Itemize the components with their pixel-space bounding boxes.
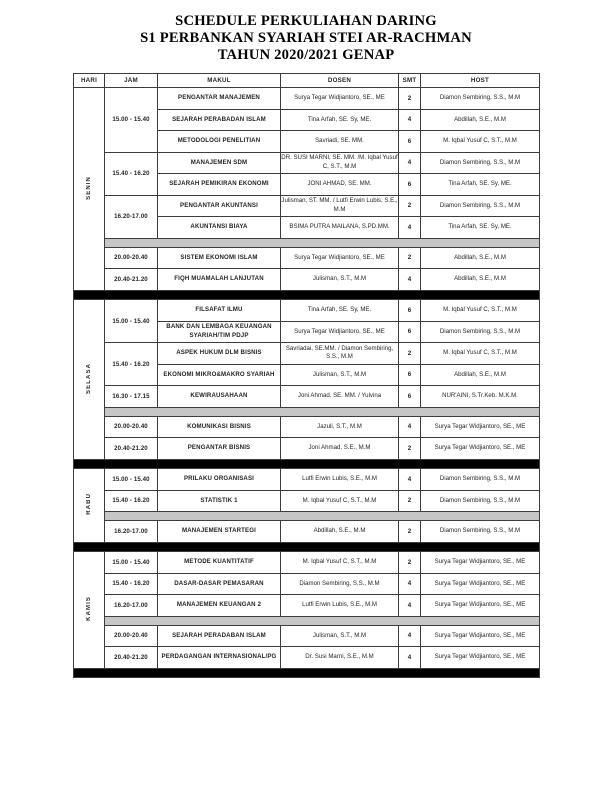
time-cell: 20.40-21.20 xyxy=(105,438,158,460)
course-cell: PENGANTAR MANAJEMEN xyxy=(158,88,281,110)
semester-cell: 2 xyxy=(399,490,421,512)
semester-cell: 4 xyxy=(399,152,421,174)
time-cell: 20.00-20.40 xyxy=(105,247,158,269)
time-cell: 20.00-20.40 xyxy=(105,625,158,647)
day-label-text: SELASA xyxy=(86,362,92,394)
host-cell: Surya Tegar Widjiantoro, SE., ME xyxy=(421,438,540,460)
lecturer-cell: Savriadi, SE. MM. xyxy=(281,131,399,153)
lecturer-cell: Savriadai, SE.MM. / Diamon Sembiring, S.S., M.M xyxy=(281,343,399,365)
semester-cell: 6 xyxy=(399,386,421,408)
host-cell: M. Iqbal Yusuf C, S.T., M.M xyxy=(421,343,540,365)
time-cell: 15.00 - 15.40 xyxy=(105,552,158,574)
lecturer-cell: Julisman, S.T., M.M xyxy=(281,625,399,647)
host-cell: Surya Tegar Widjiantoro, SE., ME xyxy=(421,573,540,595)
section-separator-row xyxy=(74,616,540,625)
semester-cell: 2 xyxy=(399,521,421,543)
table-row xyxy=(74,386,540,408)
day-label-text: RABU xyxy=(86,493,92,516)
lecturer-cell: Joni Ahmad, S.E., M.M xyxy=(281,438,399,460)
course-cell: PENGANTAR BISNIS xyxy=(158,438,281,460)
semester-cell: 6 xyxy=(399,300,421,322)
table-row xyxy=(74,88,540,110)
section-separator xyxy=(105,512,540,521)
lecturer-cell: M. Iqbal Yusuf C, S.T., M.M xyxy=(281,552,399,574)
time-cell: 15.00 - 15.40 xyxy=(105,469,158,491)
time-cell: 15.40 - 16.20 xyxy=(105,490,158,512)
course-cell: SEJARAH PEMIKIRAN EKONOMI xyxy=(158,174,281,196)
page-title xyxy=(0,0,612,65)
lecturer-cell: Surya Tegar Widjiantoro, SE., ME xyxy=(281,321,399,343)
column-header-makul: MAKUL xyxy=(158,74,281,88)
semester-cell: 6 xyxy=(399,131,421,153)
semester-cell: 2 xyxy=(399,195,421,217)
host-cell: M. Iqbal Yusuf C, S.T., M.M xyxy=(421,300,540,322)
section-separator xyxy=(105,407,540,416)
time-cell: 20.40-21.20 xyxy=(105,269,158,291)
host-cell: Diamon Sembiring, S.S., M.M xyxy=(421,490,540,512)
host-cell: Diamon Sembiring, S.S., M.M xyxy=(421,321,540,343)
course-cell: SEJARAH PERADABAN ISLAM xyxy=(158,625,281,647)
course-cell: EKONOMI MIKRO&MAKRO SYARIAH xyxy=(158,364,281,386)
course-cell: KOMUNIKASI BISNIS xyxy=(158,416,281,438)
host-cell: Surya Tegar Widjiantoro, SE., ME xyxy=(421,552,540,574)
course-cell: MANAJEMEN KEUANGAN 2 xyxy=(158,595,281,617)
semester-cell: 4 xyxy=(399,625,421,647)
semester-cell: 6 xyxy=(399,364,421,386)
host-cell: Diamon Sembiring, S.S., M.M xyxy=(421,152,540,174)
time-cell: 15.00 - 15.40 xyxy=(105,300,158,343)
lecturer-cell: Tina Arfah, SE. Sy, ME. xyxy=(281,109,399,131)
table-row xyxy=(74,647,540,669)
table-row xyxy=(74,521,540,543)
course-cell: AKUNTANSI BIAYA xyxy=(158,217,281,239)
lecturer-cell: Surya Tegar Widjiantoro, SE., ME xyxy=(281,247,399,269)
table-row xyxy=(74,152,540,174)
table-header xyxy=(74,74,540,88)
column-header-hari: HARI xyxy=(74,74,105,88)
semester-cell: 4 xyxy=(399,416,421,438)
section-separator-row xyxy=(74,407,540,416)
course-cell: KEWIRAUSAHAAN xyxy=(158,386,281,408)
semester-cell: 4 xyxy=(399,269,421,291)
host-cell: NUR'AINI, S.Tr.Keb. M.K.M. xyxy=(421,386,540,408)
host-cell: Abdillah, S.E., M.M xyxy=(421,247,540,269)
semester-cell: 2 xyxy=(399,552,421,574)
time-cell: 15.40 - 16.20 xyxy=(105,152,158,195)
day-label-kamis xyxy=(74,552,105,669)
semester-cell: 6 xyxy=(399,321,421,343)
host-cell: Abdillah, S.E., M.M xyxy=(421,109,540,131)
table-row xyxy=(74,490,540,512)
time-cell: 16.20-17.00 xyxy=(105,195,158,238)
table-row xyxy=(74,573,540,595)
day-label-rabu xyxy=(74,469,105,543)
lecturer-cell: Jazuli, S.T., M.M xyxy=(281,416,399,438)
time-cell: 16.20-17.00 xyxy=(105,595,158,617)
title-line-3: TAHUN 2020/2021 GENAP xyxy=(217,47,395,64)
day-separator-row xyxy=(74,290,540,300)
course-cell: STATISTIK 1 xyxy=(158,490,281,512)
table-row xyxy=(74,416,540,438)
course-cell: MANAJEMEN SDM xyxy=(158,152,281,174)
course-cell: SEJARAH PERABADAN ISLAM xyxy=(158,109,281,131)
day-separator-row xyxy=(74,668,540,678)
table-row xyxy=(74,247,540,269)
course-cell: FILSAFAT ILMU xyxy=(158,300,281,322)
table-row xyxy=(74,269,540,291)
day-separator-row xyxy=(74,542,540,552)
title-line-2: S1 PERBANKAN SYARIAH STEI AR-RACHMAN xyxy=(140,30,472,47)
time-cell: 16.30 - 17.15 xyxy=(105,386,158,408)
lecturer-cell: Julisman, S.T., M.M xyxy=(281,364,399,386)
lecturer-cell: Diamon Sembiring, S.S., M.M xyxy=(281,573,399,595)
course-cell: SISTEM EKONOMI ISLAM xyxy=(158,247,281,269)
time-cell: 15.40 - 16.20 xyxy=(105,573,158,595)
host-cell: Diamon Sembiring, S.S., M.M xyxy=(421,195,540,217)
host-cell: Abdillah, S.E., M.M xyxy=(421,269,540,291)
time-cell: 16.20-17.00 xyxy=(105,521,158,543)
host-cell: Tina Arfah, SE. Sy, ME. xyxy=(421,174,540,196)
section-separator xyxy=(105,238,540,247)
column-header-jam: JAM xyxy=(105,74,158,88)
day-separator xyxy=(74,542,540,552)
semester-cell: 4 xyxy=(399,573,421,595)
course-cell: PERDAGANGAN INTERNASIONAL/PG xyxy=(158,647,281,669)
lecturer-cell: Julisman, S.T., M.M xyxy=(281,269,399,291)
section-separator-row xyxy=(74,238,540,247)
semester-cell: 4 xyxy=(399,469,421,491)
time-cell: 15.00 - 15.40 xyxy=(105,88,158,153)
lecturer-cell: Dr. Susi Marni, S.E., M.M xyxy=(281,647,399,669)
schedule-table xyxy=(73,73,540,678)
lecturer-cell: Lutfi Erwin Lubis, S.E., M.M xyxy=(281,469,399,491)
semester-cell: 2 xyxy=(399,88,421,110)
semester-cell: 2 xyxy=(399,343,421,365)
section-separator xyxy=(105,616,540,625)
day-label-selasa xyxy=(74,300,105,460)
day-separator xyxy=(74,459,540,469)
table-body xyxy=(74,88,540,678)
host-cell: Surya Tegar Widjiantoro, SE., ME xyxy=(421,647,540,669)
lecturer-cell: M. Iqbal Yusuf C, S.T., M.M xyxy=(281,490,399,512)
time-cell: 20.40-21.20 xyxy=(105,647,158,669)
semester-cell: 2 xyxy=(399,247,421,269)
host-cell: Diamon Sembiring, S.S., M.M xyxy=(421,469,540,491)
lecturer-cell: Joni Ahmad. SE. MM. / Yulvina xyxy=(281,386,399,408)
table-row xyxy=(74,195,540,217)
semester-cell: 4 xyxy=(399,647,421,669)
course-cell: METODE KUANTITATIF xyxy=(158,552,281,574)
host-cell: Surya Tegar Widjiantoro, SE., ME xyxy=(421,625,540,647)
day-separator xyxy=(74,668,540,678)
semester-cell: 4 xyxy=(399,595,421,617)
course-cell: DASAR-DASAR PEMASARAN xyxy=(158,573,281,595)
table-row xyxy=(74,552,540,574)
day-label-text: KAMIS xyxy=(86,596,92,622)
course-cell: FIQH MUAMALAH LANJUTAN xyxy=(158,269,281,291)
host-cell: M. Iqbal Yusuf C, S.T., M.M xyxy=(421,131,540,153)
lecturer-cell: Tina Arfah, SE. Sy, ME. xyxy=(281,300,399,322)
course-cell: ASPEK HUKUM DLM BISNIS xyxy=(158,343,281,365)
semester-cell: 6 xyxy=(399,174,421,196)
table-row xyxy=(74,625,540,647)
table-row xyxy=(74,343,540,365)
table-row xyxy=(74,595,540,617)
table-row xyxy=(74,300,540,322)
host-cell: Surya Tegar Widjiantoro, SE., ME xyxy=(421,595,540,617)
column-header-host: HOST xyxy=(421,74,540,88)
section-separator-row xyxy=(74,512,540,521)
column-header-dosen: DOSEN xyxy=(281,74,399,88)
host-cell: Diamon Sembiring, S.S., M.M xyxy=(421,521,540,543)
day-label-senin xyxy=(74,88,105,291)
host-cell: Surya Tegar Widjiantoro, SE., ME xyxy=(421,416,540,438)
lecturer-cell: DR. SUSI MARNI, SE. MM. /M. Iqbal Yusuf C, S.T., M.M xyxy=(281,152,399,174)
time-cell: 20.00-20.40 xyxy=(105,416,158,438)
host-cell: Diamon Sembiring, S.S., M.M xyxy=(421,88,540,110)
semester-cell: 4 xyxy=(399,217,421,239)
course-cell: MANAJEMEN STARTEGI xyxy=(158,521,281,543)
column-header-smt: SMT xyxy=(399,74,421,88)
course-cell: BANK DAN LEMBAGA KEUANGAN SYARIAH/TIM PDJP xyxy=(158,321,281,343)
day-separator-row xyxy=(74,459,540,469)
lecturer-cell: Julisman, ST. MM. / Lutfi Erwin Lubis, S.E., M.M xyxy=(281,195,399,217)
course-cell: METODOLOGI PENELITIAN xyxy=(158,131,281,153)
table-row xyxy=(74,469,540,491)
lecturer-cell: BSIMA PUTRA MAILANA, S.PD.MM. xyxy=(281,217,399,239)
header-row xyxy=(74,74,540,88)
lecturer-cell: Abdillah, S.E., M.M xyxy=(281,521,399,543)
semester-cell: 4 xyxy=(399,109,421,131)
host-cell: Tina Arfah, SE. Sy, ME. xyxy=(421,217,540,239)
time-cell: 15.40 - 16.20 xyxy=(105,343,158,386)
lecturer-cell: JONI AHMAD, SE. MM. xyxy=(281,174,399,196)
course-cell: PRILAKU ORGANISASI xyxy=(158,469,281,491)
day-separator xyxy=(74,290,540,300)
lecturer-cell: Lutfi Erwin Lubis, S.E., M.M xyxy=(281,595,399,617)
day-label-text: SENIN xyxy=(86,175,92,200)
schedule-table-wrapper xyxy=(73,73,539,678)
title-line-1: SCHEDULE PERKULIAHAN DARING xyxy=(175,13,437,29)
table-row xyxy=(74,438,540,460)
host-cell: Abdillah, S.E., M.M xyxy=(421,364,540,386)
course-cell: PENGANTAR AKUNTANSI xyxy=(158,195,281,217)
lecturer-cell: Surya Tegar Widjiantoro, SE., ME xyxy=(281,88,399,110)
semester-cell: 2 xyxy=(399,438,421,460)
